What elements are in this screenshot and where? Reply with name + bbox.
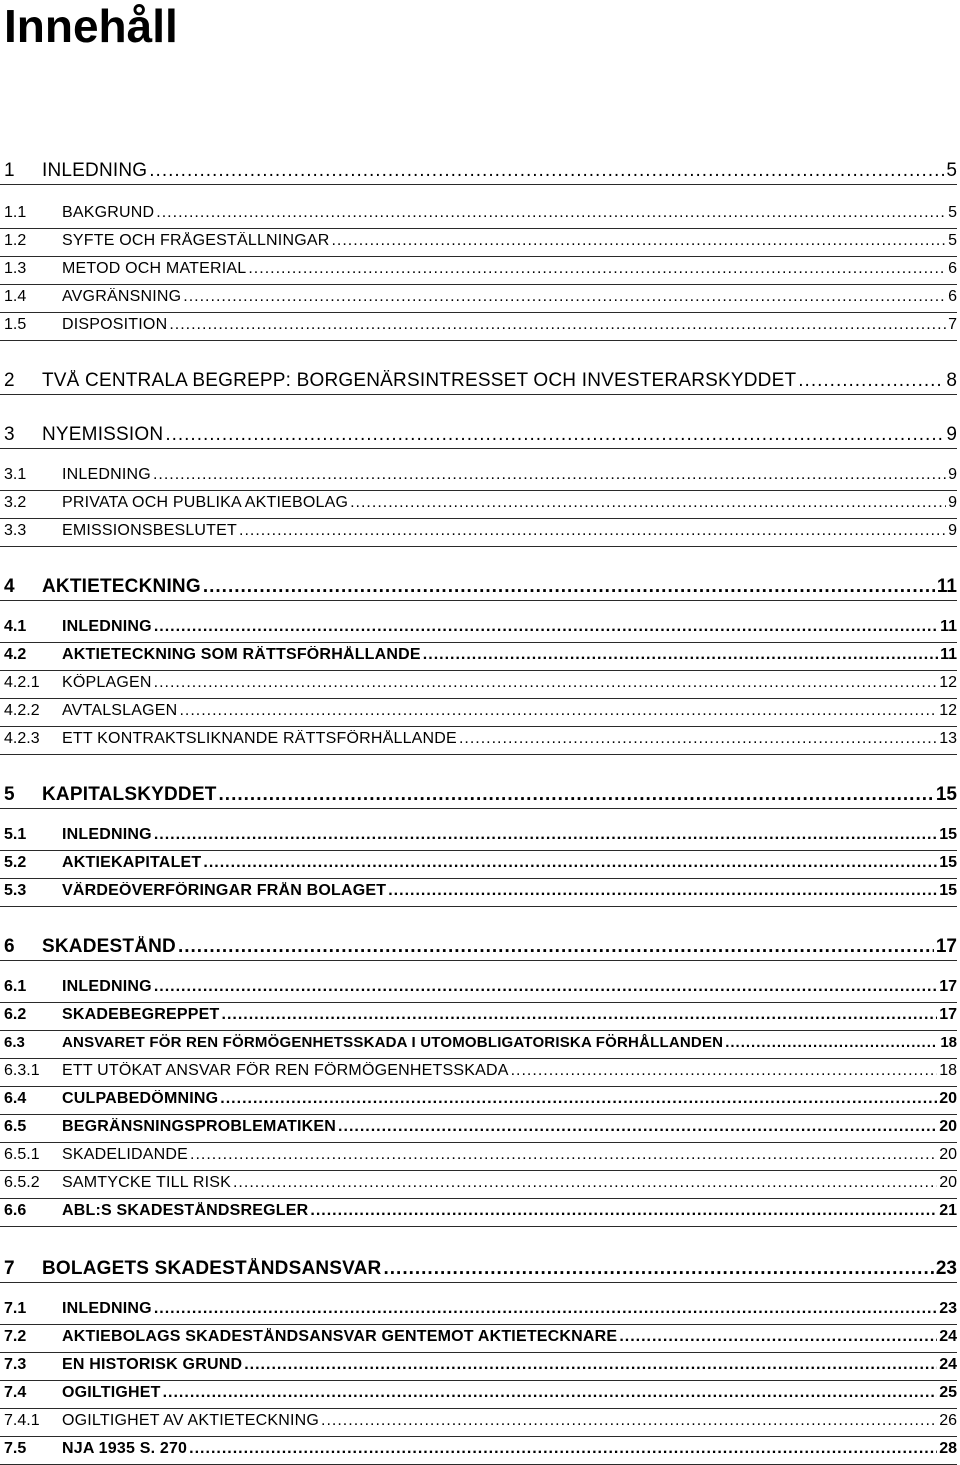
toc-page: 5 xyxy=(948,204,957,221)
toc-title: ETT UTÖKAT ANSVAR FÖR REN FÖRMÖGENHETSSKADA xyxy=(62,1062,509,1079)
toc-leader xyxy=(244,1356,937,1374)
toc-page: 20 xyxy=(939,1118,957,1135)
toc-page: 23 xyxy=(939,1300,957,1317)
toc-leader xyxy=(338,1118,937,1136)
toc-number: 6.1 xyxy=(4,978,27,995)
toc-entry-3[interactable] xyxy=(0,424,957,449)
toc-leader xyxy=(154,1300,937,1318)
toc-number: 3 xyxy=(4,424,15,445)
toc-number: 6.3.1 xyxy=(4,1062,40,1079)
toc-leader xyxy=(153,466,946,484)
toc-title: INLEDNING xyxy=(62,618,152,635)
toc-number: 6.6 xyxy=(4,1202,27,1219)
toc-page: 7 xyxy=(948,316,957,333)
toc-number: 7.2 xyxy=(4,1328,27,1345)
toc-title: NJA 1935 S. 270 xyxy=(62,1440,188,1457)
toc-entry-6-4[interactable] xyxy=(0,1090,957,1115)
toc-page: 20 xyxy=(939,1090,957,1107)
toc-page: 5 xyxy=(948,232,957,249)
toc-title: DISPOSITION xyxy=(62,316,168,333)
toc-page: 17 xyxy=(935,936,957,957)
toc-leader xyxy=(189,1440,937,1458)
toc-entry-3-2[interactable] xyxy=(0,494,957,519)
toc-number: 6.5.1 xyxy=(4,1146,40,1163)
toc-title: BEGRÄNSNINGSPROBLEMATIKEN xyxy=(62,1118,337,1135)
toc-number: 7.3 xyxy=(4,1356,27,1373)
toc-title: ETT KONTRAKTSLIKNANDE RÄTTSFÖRHÅLLANDE xyxy=(62,730,457,747)
toc-page: 8 xyxy=(946,370,957,391)
toc-leader xyxy=(310,1202,937,1220)
toc-number: 3.2 xyxy=(4,494,27,511)
toc-title: INLEDNING xyxy=(62,466,151,483)
toc-title: EN HISTORISK GRUND xyxy=(62,1356,243,1373)
toc-page: 9 xyxy=(948,466,957,483)
toc-leader xyxy=(163,1384,938,1402)
toc-entry-1-5[interactable] xyxy=(0,316,957,341)
toc-page: 15 xyxy=(935,784,957,805)
toc-title: BOLAGETS SKADESTÅNDSANSVAR xyxy=(42,1258,382,1279)
toc-page: 11 xyxy=(936,576,957,597)
toc-number: 6 xyxy=(4,936,15,957)
toc-number: 1.2 xyxy=(4,232,27,249)
toc-page: 17 xyxy=(939,978,957,995)
toc-leader xyxy=(350,494,946,512)
toc-title: KÖPLAGEN xyxy=(62,674,152,691)
toc-page: 9 xyxy=(948,494,957,511)
toc-title: SAMTYCKE TILL RISK xyxy=(62,1174,231,1191)
toc-number: 5.2 xyxy=(4,854,27,871)
toc-leader xyxy=(190,1146,937,1164)
toc-entry-6-6[interactable] xyxy=(0,1202,957,1227)
toc-title: TVÅ CENTRALA BEGREPP: BORGENÄRSINTRESSET OCH INVESTERARSKYDDET xyxy=(42,370,797,391)
toc-entry-2[interactable] xyxy=(0,370,957,395)
toc-title: VÄRDEÖVERFÖRINGAR FRÅN BOLAGET xyxy=(62,882,387,899)
toc-page: 20 xyxy=(939,1146,957,1163)
toc-title: EMISSIONSBESLUTET xyxy=(62,522,237,539)
toc-entry-6-2[interactable] xyxy=(0,1006,957,1031)
toc-page: 13 xyxy=(939,730,957,747)
toc-number: 4.2.1 xyxy=(4,674,40,691)
toc-leader xyxy=(179,702,937,720)
toc-leader xyxy=(423,646,938,664)
toc-title: AVTALSLAGEN xyxy=(62,702,178,719)
toc-page: 15 xyxy=(939,826,957,843)
toc-number: 4.1 xyxy=(4,618,27,635)
toc-number: 7.4 xyxy=(4,1384,27,1401)
toc-number: 4.2.3 xyxy=(4,730,40,747)
toc-title: OGILTIGHET AV AKTIETECKNING xyxy=(62,1412,320,1429)
toc-number: 1.5 xyxy=(4,316,27,333)
toc-entry-6[interactable] xyxy=(0,936,957,961)
toc-entry-3-1[interactable] xyxy=(0,466,957,491)
toc-page: 12 xyxy=(939,702,957,719)
toc-leader xyxy=(248,260,946,278)
toc-number: 5 xyxy=(4,784,15,805)
toc-leader xyxy=(233,1174,937,1192)
toc-leader xyxy=(178,936,934,958)
toc-entry-7-2[interactable] xyxy=(0,1328,957,1353)
toc-leader xyxy=(222,1006,938,1024)
toc-entry-7-4[interactable] xyxy=(0,1384,957,1409)
toc-title: AKTIETECKNING SOM RÄTTSFÖRHÅLLANDE xyxy=(62,646,421,663)
toc-page: 26 xyxy=(939,1412,957,1429)
toc-entry-1-4[interactable] xyxy=(0,288,957,313)
toc-number: 6.5.2 xyxy=(4,1174,40,1191)
toc-title: INLEDNING xyxy=(42,160,148,181)
toc-page: 11 xyxy=(940,618,957,635)
toc-entry-4-2-2[interactable] xyxy=(0,702,957,727)
toc-number: 1.3 xyxy=(4,260,27,277)
toc-leader xyxy=(459,730,937,748)
toc-title: ABL:S SKADESTÅNDSREGLER xyxy=(62,1202,309,1219)
toc-title: BAKGRUND xyxy=(62,204,155,221)
toc-leader xyxy=(511,1062,938,1080)
toc-number: 1 xyxy=(4,160,15,181)
toc-entry-7-1[interactable] xyxy=(0,1300,957,1325)
toc-entry-4-1[interactable] xyxy=(0,618,957,643)
toc-title: OGILTIGHET xyxy=(62,1384,161,1401)
toc-title: INLEDNING xyxy=(62,826,152,843)
toc-number: 6.2 xyxy=(4,1006,27,1023)
toc-number: 4 xyxy=(4,576,15,597)
toc-page: 21 xyxy=(939,1202,957,1219)
toc-leader xyxy=(154,826,937,844)
toc-number: 7.4.1 xyxy=(4,1412,40,1429)
toc-number: 5.1 xyxy=(4,826,27,843)
toc-entry-4-2-3[interactable] xyxy=(0,730,957,755)
toc-page: 17 xyxy=(939,1006,957,1023)
toc-entry-4[interactable] xyxy=(0,576,957,601)
toc-title: SKADEBEGREPPET xyxy=(62,1006,220,1023)
toc-entry-5-1[interactable] xyxy=(0,826,957,851)
toc-leader xyxy=(183,288,946,306)
toc-title: SKADELIDANDE xyxy=(62,1146,188,1163)
toc-number: 4.2 xyxy=(4,646,27,663)
toc-entry-6-3[interactable] xyxy=(0,1034,957,1059)
toc-leader xyxy=(388,882,937,900)
toc-number: 3.3 xyxy=(4,522,27,539)
toc-leader xyxy=(321,1412,937,1430)
toc-leader xyxy=(331,232,946,250)
toc-entry-5[interactable] xyxy=(0,784,957,809)
toc-title: AKTIEKAPITALET xyxy=(62,854,202,871)
toc-number: 4.2.2 xyxy=(4,702,40,719)
toc-title: INLEDNING xyxy=(62,1300,152,1317)
toc-page: 18 xyxy=(939,1062,957,1079)
toc-number: 3.1 xyxy=(4,466,27,483)
toc-title: SKADESTÅND xyxy=(42,936,176,957)
toc-leader xyxy=(165,424,944,446)
toc-title: ANSVARET FÖR REN FÖRMÖGENHETSSKADA I UTOMOBLIGATORISKA FÖRHÅLLANDEN xyxy=(62,1034,724,1051)
page-title: Innehåll xyxy=(4,0,178,52)
toc-entry-7-5[interactable] xyxy=(0,1440,957,1465)
toc-entry-6-5-2[interactable] xyxy=(0,1174,957,1199)
toc-leader xyxy=(169,316,946,334)
toc-title: SYFTE OCH FRÅGESTÄLLNINGAR xyxy=(62,232,330,249)
toc-title: KAPITALSKYDDET xyxy=(42,784,217,805)
toc-page: 28 xyxy=(939,1440,957,1457)
toc-number: 6.5 xyxy=(4,1118,27,1135)
toc-page: 11 xyxy=(940,646,957,663)
toc-title: AVGRÄNSNING xyxy=(62,288,182,305)
toc-title: AKTIEBOLAGS SKADESTÅNDSANSVAR GENTEMOT AKTIETECKNARE xyxy=(62,1328,618,1345)
toc-entry-1-1[interactable] xyxy=(0,204,957,229)
toc-entry-5-2[interactable] xyxy=(0,854,957,879)
toc-leader xyxy=(619,1328,937,1346)
toc-page: 12 xyxy=(939,674,957,691)
toc-number: 7.1 xyxy=(4,1300,27,1317)
toc-leader xyxy=(220,1090,937,1108)
toc-entry-6-1[interactable] xyxy=(0,978,957,1003)
toc-page: 9 xyxy=(948,522,957,539)
toc-number: 6.4 xyxy=(4,1090,27,1107)
toc-page: 15 xyxy=(939,882,957,899)
toc-title: PRIVATA OCH PUBLIKA AKTIEBOLAG xyxy=(62,494,349,511)
toc-leader xyxy=(156,204,946,222)
toc-leader xyxy=(149,160,944,182)
toc-entry-1[interactable] xyxy=(0,160,957,185)
toc-entry-1-3[interactable] xyxy=(0,260,957,285)
toc-title: METOD OCH MATERIAL xyxy=(62,260,247,277)
toc-page: 15 xyxy=(939,854,957,871)
toc-entry-5-3[interactable] xyxy=(0,882,957,907)
toc-page: 24 xyxy=(939,1356,957,1373)
toc-title: INLEDNING xyxy=(62,978,152,995)
toc-leader xyxy=(219,784,934,806)
toc-page: 6 xyxy=(948,260,957,277)
toc-page: 24 xyxy=(939,1328,957,1345)
toc-entry-6-3-1[interactable] xyxy=(0,1062,957,1087)
toc-leader xyxy=(203,576,935,598)
toc-page: 9 xyxy=(946,424,957,445)
toc-number: 7 xyxy=(4,1258,15,1279)
toc-leader xyxy=(203,854,937,872)
toc-page: 5 xyxy=(946,160,957,181)
toc-number: 7.5 xyxy=(4,1440,27,1457)
toc-leader xyxy=(154,618,938,636)
toc-page: 23 xyxy=(935,1258,957,1279)
toc-leader xyxy=(154,978,937,996)
toc-number: 5.3 xyxy=(4,882,27,899)
toc-leader xyxy=(239,522,946,540)
toc-entry-4-2-1[interactable] xyxy=(0,674,957,699)
toc-entry-6-5-1[interactable] xyxy=(0,1146,957,1171)
toc-entry-1-2[interactable] xyxy=(0,232,957,257)
toc-leader xyxy=(725,1034,938,1051)
toc-number: 2 xyxy=(4,370,15,391)
toc-title: CULPABEDÖMNING xyxy=(62,1090,219,1107)
toc-entry-7-3[interactable] xyxy=(0,1356,957,1381)
toc-entry-3-3[interactable] xyxy=(0,522,957,547)
toc-entry-7[interactable] xyxy=(0,1258,957,1283)
toc-number: 1.4 xyxy=(4,288,27,305)
toc-leader xyxy=(798,370,944,392)
toc-entry-6-5[interactable] xyxy=(0,1118,957,1143)
toc-page: 18 xyxy=(940,1034,957,1051)
toc-page: 6 xyxy=(948,288,957,305)
toc-number: 1.1 xyxy=(4,204,27,221)
toc-page: 20 xyxy=(939,1174,957,1191)
toc-entry-7-4-1[interactable] xyxy=(0,1412,957,1437)
toc-page: 25 xyxy=(939,1384,957,1401)
toc-number: 6.3 xyxy=(4,1034,25,1051)
toc-leader xyxy=(383,1258,933,1280)
toc-leader xyxy=(154,674,938,692)
toc-entry-4-2[interactable] xyxy=(0,646,957,671)
toc-title: AKTIETECKNING xyxy=(42,576,201,597)
toc-title: NYEMISSION xyxy=(42,424,164,445)
